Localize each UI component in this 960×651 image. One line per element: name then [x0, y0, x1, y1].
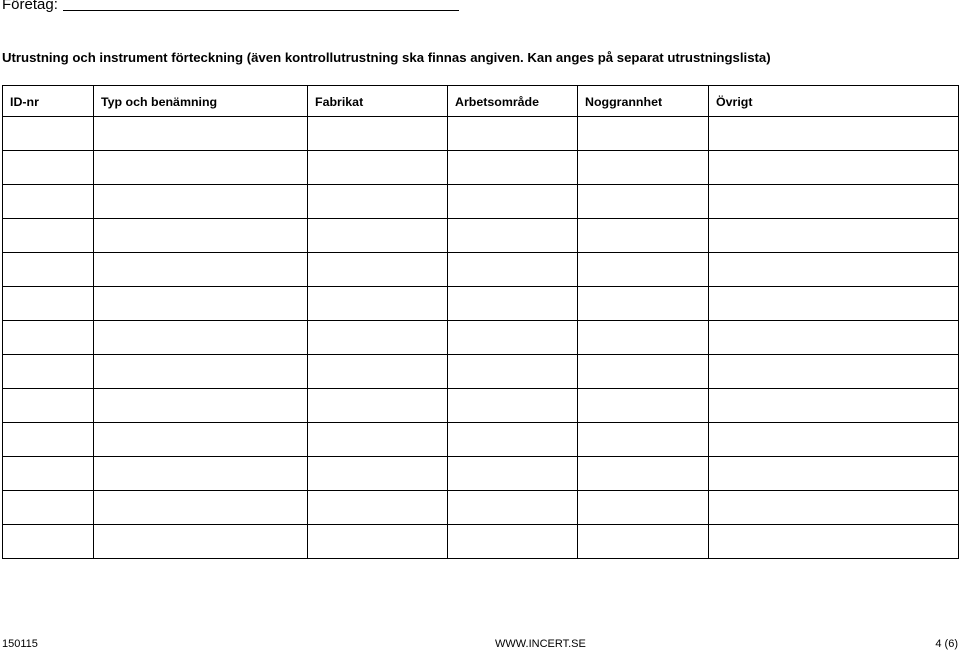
table-cell[interactable]: [94, 287, 308, 321]
table-cell[interactable]: [94, 151, 308, 185]
table-cell[interactable]: [709, 117, 959, 151]
table-cell[interactable]: [709, 389, 959, 423]
table-cell[interactable]: [709, 321, 959, 355]
table-cell[interactable]: [3, 287, 94, 321]
table-cell[interactable]: [448, 457, 578, 491]
table-cell[interactable]: [308, 185, 448, 219]
table-cell[interactable]: [448, 389, 578, 423]
footer-doc-code: 150115: [2, 638, 38, 650]
table-row: [3, 423, 959, 457]
table-row: [3, 389, 959, 423]
table-cell[interactable]: [448, 185, 578, 219]
table-cell[interactable]: [578, 389, 709, 423]
table-cell[interactable]: [448, 151, 578, 185]
table-cell[interactable]: [578, 287, 709, 321]
table-cell[interactable]: [308, 355, 448, 389]
table-row: [3, 491, 959, 525]
table-cell[interactable]: [709, 219, 959, 253]
table-cell[interactable]: [578, 219, 709, 253]
table-row: [3, 355, 959, 389]
table-cell[interactable]: [3, 389, 94, 423]
footer-page-number: 4 (6): [935, 638, 958, 650]
column-header-id: ID-nr: [3, 86, 94, 117]
table-cell[interactable]: [3, 185, 94, 219]
table-cell[interactable]: [709, 355, 959, 389]
table-cell[interactable]: [578, 525, 709, 559]
table-cell[interactable]: [94, 253, 308, 287]
column-header-range: Arbetsområde: [448, 86, 578, 117]
table-row: [3, 151, 959, 185]
table-cell[interactable]: [448, 117, 578, 151]
table-cell[interactable]: [578, 321, 709, 355]
table-cell[interactable]: [709, 151, 959, 185]
equipment-table: [2, 85, 959, 559]
table-cell[interactable]: [578, 457, 709, 491]
table-cell[interactable]: [308, 457, 448, 491]
table-cell[interactable]: [94, 185, 308, 219]
table-cell[interactable]: [94, 457, 308, 491]
table-cell[interactable]: [94, 219, 308, 253]
table-row: [3, 219, 959, 253]
table-cell[interactable]: [308, 525, 448, 559]
table-cell[interactable]: [709, 287, 959, 321]
table-cell[interactable]: [709, 525, 959, 559]
table-row: [3, 185, 959, 219]
table-cell[interactable]: [578, 253, 709, 287]
table-header-row: [3, 86, 959, 117]
table-row: [3, 287, 959, 321]
company-label: Företag:: [2, 0, 58, 13]
table-cell[interactable]: [709, 423, 959, 457]
table-cell[interactable]: [3, 219, 94, 253]
table-row: [3, 457, 959, 491]
table-cell[interactable]: [3, 457, 94, 491]
table-cell[interactable]: [308, 219, 448, 253]
table-cell[interactable]: [709, 491, 959, 525]
table-cell[interactable]: [448, 287, 578, 321]
table-cell[interactable]: [578, 423, 709, 457]
table-cell[interactable]: [709, 253, 959, 287]
table-cell[interactable]: [3, 355, 94, 389]
table-cell[interactable]: [308, 423, 448, 457]
table-cell[interactable]: [578, 185, 709, 219]
table-cell[interactable]: [448, 321, 578, 355]
table-cell[interactable]: [3, 525, 94, 559]
table-body: [3, 117, 959, 559]
company-field[interactable]: [63, 10, 459, 11]
table-cell[interactable]: [448, 423, 578, 457]
table-cell[interactable]: [448, 253, 578, 287]
table-cell[interactable]: [3, 491, 94, 525]
table-cell[interactable]: [308, 253, 448, 287]
table-cell[interactable]: [308, 151, 448, 185]
table-cell[interactable]: [3, 423, 94, 457]
table-cell[interactable]: [578, 151, 709, 185]
table-cell[interactable]: [94, 423, 308, 457]
table-row: [3, 117, 959, 151]
table-cell[interactable]: [3, 321, 94, 355]
table-cell[interactable]: [709, 457, 959, 491]
table-row: [3, 321, 959, 355]
column-header-accuracy: Noggrannhet: [578, 86, 709, 117]
table-cell[interactable]: [94, 321, 308, 355]
table-cell[interactable]: [448, 219, 578, 253]
column-header-other: Övrigt: [709, 86, 959, 117]
table-cell[interactable]: [448, 525, 578, 559]
table-cell[interactable]: [94, 355, 308, 389]
table-cell[interactable]: [308, 321, 448, 355]
table-cell[interactable]: [448, 491, 578, 525]
table-cell[interactable]: [709, 185, 959, 219]
table-cell[interactable]: [94, 491, 308, 525]
table-cell[interactable]: [578, 355, 709, 389]
table-row: [3, 525, 959, 559]
table-cell[interactable]: [448, 355, 578, 389]
table-cell[interactable]: [308, 491, 448, 525]
footer-website: WWW.INCERT.SE: [495, 638, 586, 650]
table-cell[interactable]: [3, 253, 94, 287]
table-cell[interactable]: [578, 117, 709, 151]
table-cell[interactable]: [308, 287, 448, 321]
table-cell[interactable]: [308, 117, 448, 151]
table-cell[interactable]: [578, 491, 709, 525]
table-cell[interactable]: [94, 389, 308, 423]
column-header-type: Typ och benämning: [94, 86, 308, 117]
table-cell[interactable]: [94, 117, 308, 151]
table-cell[interactable]: [94, 525, 308, 559]
instruction-text: Utrustning och instrument förteckning (även kontrollutrustning ska finnas angiven. Kan anges på separat utrustningslista): [2, 50, 771, 65]
column-header-make: Fabrikat: [308, 86, 448, 117]
table-cell[interactable]: [308, 389, 448, 423]
table-cell[interactable]: [3, 117, 94, 151]
table-cell[interactable]: [3, 151, 94, 185]
table-row: [3, 253, 959, 287]
